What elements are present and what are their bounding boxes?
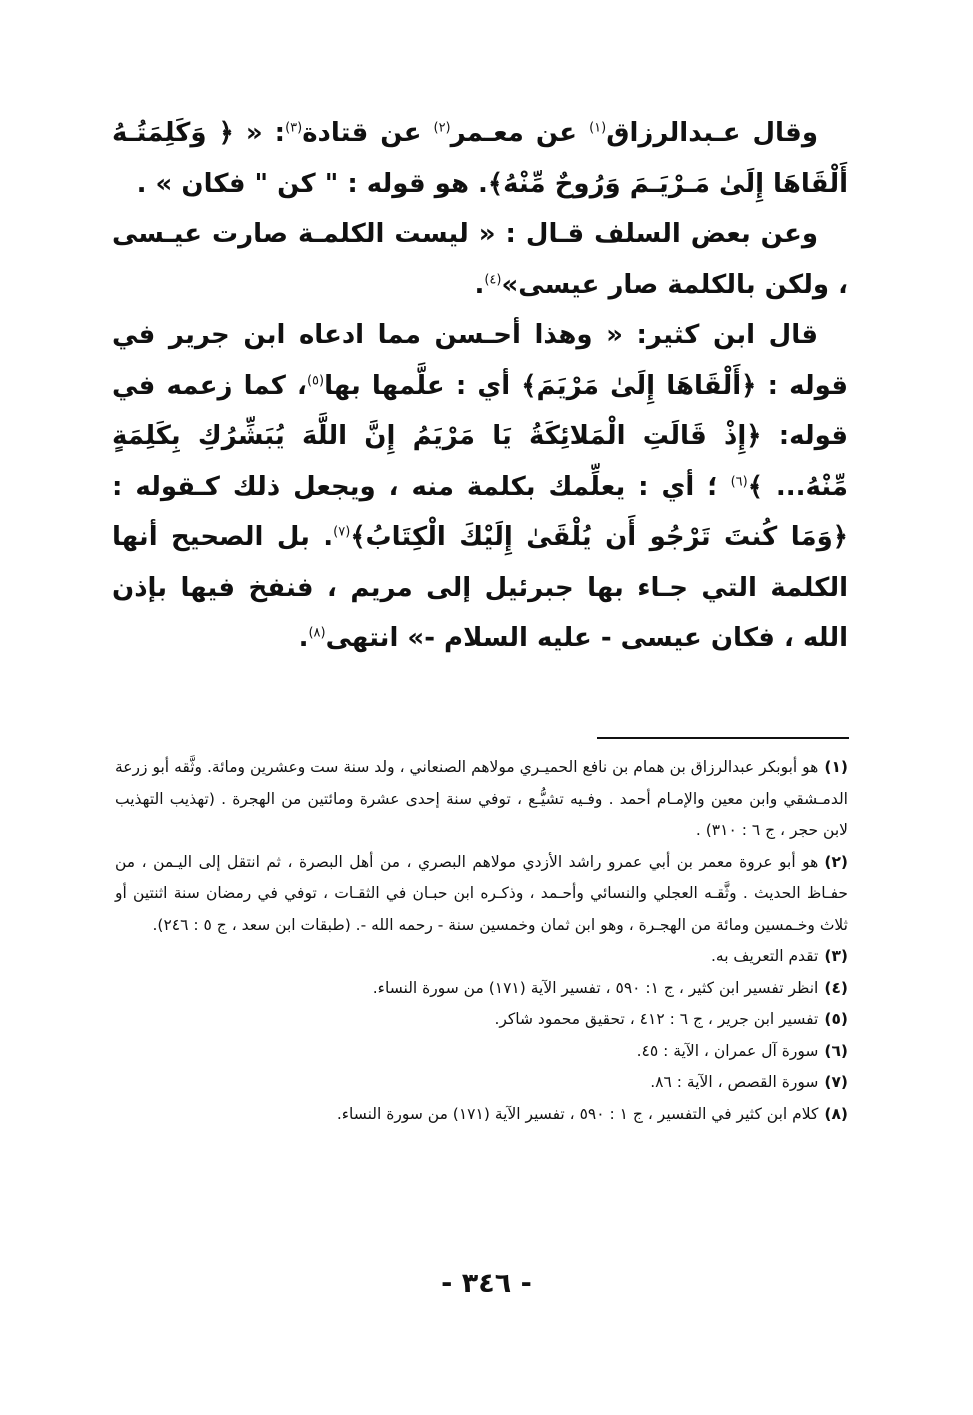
footnote-number: (٥)	[824, 1010, 848, 1028]
text-run: .	[474, 269, 485, 300]
text-run: . بل الصحيح أنها الكلمة التي جـاء بها جبرئيل إلى مريم ، فنفخ فيها بإذن الله ، فكان عيسى - عليه السلام -» انتهى	[112, 522, 848, 653]
footnote	[115, 1004, 848, 1036]
footnote	[115, 1067, 848, 1099]
footnote	[115, 973, 848, 1005]
text-run: ، كما زعمه في قوله: ﴿إِذْ قَالَتِ الْمَلائِكَةُ يَا مَرْيَمُ إِنَّ اللَّهَ يُبَشِّرُكِ بِكَلِمَةٍ مِّنْهُ... ﴾	[112, 370, 848, 502]
text-run: عن قتادة	[302, 118, 434, 148]
footnote-number: (٨)	[824, 1104, 848, 1123]
text-run: وعن بعض السلف قـال : « ليست الكلمـة صارت عيـسى ، ولكن بالكلمة صار عيسى»	[112, 219, 848, 300]
footnote-marker: (١)	[589, 120, 607, 136]
footnote	[115, 1099, 848, 1131]
paragraph	[112, 310, 848, 664]
text-run: ؛ أي : يعلِّمك بكلمة منه ، ويجعل ذلك كـقوله : ﴿وَمَا كُنتَ تَرْجُو أَن يُلْقَىٰ إِلَيْكَ الْكِتَابُ﴾	[112, 471, 848, 552]
footnote-number: (٤)	[824, 978, 848, 997]
footnote-marker: (٢)	[433, 120, 451, 136]
footnote	[115, 941, 848, 973]
footnotes-list	[115, 752, 848, 1130]
text-run: قال ابن كثير: « وهذا أحـسن مما ادعاه ابن جرير في قوله : ﴿أَلْقَاهَا إِلَىٰ مَرْيَمَ﴾ أي : علَّمها بها	[112, 320, 848, 401]
text-run: : « ﴿ وَكَلِمَتُـهُ أَلْقَاهَا إِلَىٰ مَـرْيَـمَ وَرُوحٌ مِّنْهُ﴾. هو قوله : " كن " فكان » .	[112, 118, 848, 199]
footnote-number: (٣)	[824, 947, 848, 965]
footnote-marker: (٤)	[484, 271, 502, 287]
footnote-number: (٧)	[824, 1073, 848, 1091]
page-number: - ٣٤٦ -	[441, 1268, 532, 1299]
footnote-text: انظر تفسير ابن كثير ، ج ١: ٥٩٠ ، تفسير الآية (١٧١) من سورة النساء.	[372, 978, 819, 997]
footnote	[115, 1036, 848, 1068]
footnote-number: (٦)	[824, 1041, 848, 1060]
text-run: عن معـمر	[450, 118, 590, 148]
footnote-separator	[597, 737, 849, 739]
paragraph	[112, 209, 848, 310]
footnote-text: تفسير ابن جرير ، ج ٦ : ٤١٢ ، تحقيق محمود شاكر.	[494, 1010, 819, 1028]
footnote-text: كلام ابن كثير في التفسير ، ج ١ : ٥٩٠ ، تفسير الآية (١٧١) من سورة النساء.	[336, 1104, 819, 1123]
footnote-number: (٢)	[824, 852, 848, 871]
footnote	[115, 752, 848, 847]
footnote-number: (١)	[824, 758, 848, 776]
footnote-marker: (٨)	[308, 625, 326, 641]
footnote-marker: (٣)	[285, 120, 303, 136]
text-run: .	[298, 623, 309, 653]
footnote-text: تقدم التعريف به.	[710, 947, 819, 965]
paragraph	[112, 108, 848, 209]
main-text-body	[112, 108, 848, 664]
footnote-text: سورة آل عمران ، الآية : ٤٥.	[636, 1041, 819, 1060]
footnote-marker: (٧)	[333, 524, 351, 540]
footnote-text: هو أبو عروة معمر بن أبي عمرو راشد الأزدي مولاهم البصري ، من أهل البصرة ، ثم انتقل إلى اليـمن ، من حفـاظ الحديث . وثَّقـه العجلي والنسائي وأحـمد ، وذكـره ابن حبـان في الثقـات ، توفي في رمضان سنة اثنتين أو ثلاث وخـمسين ومائة من الهجـرة ، وهو ابن ثمان وخمسين سنة - رحمه الله -. (طبقات ابن سعد ، ج ٥ : ٢٤٦).	[115, 852, 848, 934]
footnote	[115, 847, 848, 942]
footnote-text: سورة القصص ، الآية : ٨٦.	[650, 1073, 819, 1091]
footnote-text: هو أبوبكر عبدالرزاق بن همام بن نافع الحميـري مولاهم الصنعاني ، ولد سنة ست وعشرين ومائة. وثَّقه أبو زرعة الدمـشقي وابن معين والإمـام أحمد . وفـيه تشيُّـع ، توفي سنة إحدى عشرة ومائتين من الهجرة . (تهذيب التهذيب لابن حجر ، ج ٦ : ٣١٠) .	[115, 758, 848, 839]
footnote-marker: (٦)	[730, 473, 748, 489]
text-run: وقال عـبدالرزاق	[606, 118, 818, 148]
footnote-marker: (٥)	[306, 372, 325, 388]
